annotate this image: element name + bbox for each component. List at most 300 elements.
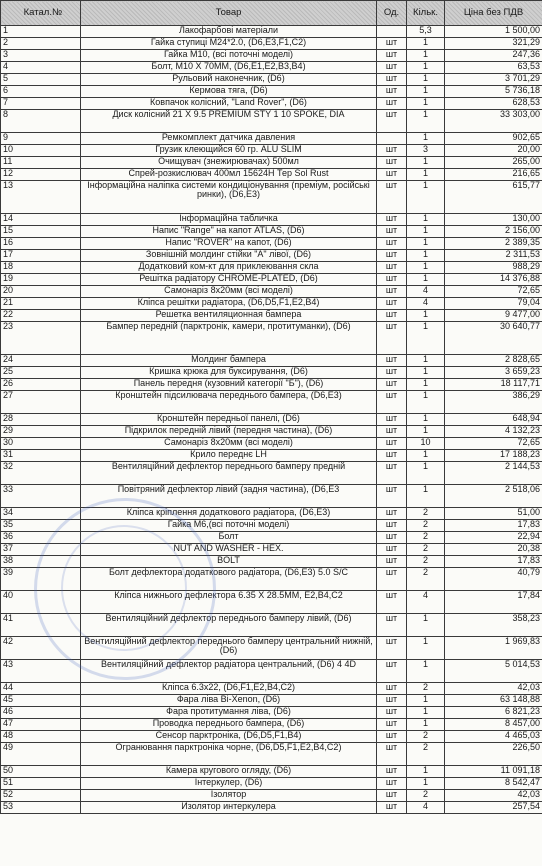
quantity-cell: 1 xyxy=(407,238,445,250)
product-name: Сенсор парктроніка, (D6,D5,F1,B4) xyxy=(81,731,377,743)
product-name: Самонаріз 8x20мм (всі моделі) xyxy=(81,286,377,298)
product-name: Кліпса нижнього дефлектора 6.35 X 28.5MM, E2,B4,C2 xyxy=(81,591,377,614)
quantity-cell: 4 xyxy=(407,286,445,298)
unit-cell: шт xyxy=(377,508,407,520)
product-name: Решітка радіатору CHROME-PLATED, (D6) xyxy=(81,274,377,286)
table-row xyxy=(1,298,542,310)
table-row xyxy=(1,157,542,169)
quantity-cell: 1 xyxy=(407,133,445,145)
quantity-cell: 1 xyxy=(407,614,445,637)
product-name: Болт дефлектора додаткового радіатора, (D6,E3) 5.0 S/C xyxy=(81,568,377,591)
product-name: Повітряний дефлектор лівий (задня частина), (D6,E3 xyxy=(81,485,377,508)
product-name: Самонаріз 8x20мм (всі моделі) xyxy=(81,438,377,450)
price-cell: 40,79 xyxy=(445,568,542,591)
row-number: 49 xyxy=(1,743,81,766)
row-number: 33 xyxy=(1,485,81,508)
header-catalog-label: Катал.№ xyxy=(23,7,63,19)
row-number: 6 xyxy=(1,86,81,98)
product-name: NUT AND WASHER - HEX. xyxy=(81,544,377,556)
price-cell: 321,29 xyxy=(445,38,542,50)
quantity-cell: 5,3 xyxy=(407,26,445,38)
product-name: Болт, M10 X 70MM, (D6,E1,E2,B3,B4) xyxy=(81,62,377,74)
table-row xyxy=(1,38,542,50)
table-row xyxy=(1,520,542,532)
quantity-cell: 2 xyxy=(407,683,445,695)
unit-cell: шт xyxy=(377,367,407,379)
unit-cell: шт xyxy=(377,591,407,614)
product-name: Молдинг бампера xyxy=(81,355,377,367)
row-number: 12 xyxy=(1,169,81,181)
price-cell: 628,53 xyxy=(445,98,542,110)
table-row xyxy=(1,322,542,355)
row-number: 45 xyxy=(1,695,81,707)
table-row xyxy=(1,214,542,226)
table-row xyxy=(1,660,542,683)
quantity-cell: 1 xyxy=(407,766,445,778)
row-number: 53 xyxy=(1,802,81,814)
price-cell: 72,65 xyxy=(445,438,542,450)
unit-cell: шт xyxy=(377,426,407,438)
row-number: 29 xyxy=(1,426,81,438)
product-name: Додатковий ком-кт для приклеювання скла xyxy=(81,262,377,274)
product-name: Інформаційна наліпка системи кондиціонування (преміум, російські ринки), (D6,E3) xyxy=(81,181,377,214)
unit-cell: шт xyxy=(377,355,407,367)
quantity-cell: 1 xyxy=(407,707,445,719)
table-row xyxy=(1,379,542,391)
table-row xyxy=(1,262,542,274)
row-number: 25 xyxy=(1,367,81,379)
unit-cell: шт xyxy=(377,790,407,802)
unit-cell: шт xyxy=(377,637,407,660)
quantity-cell: 1 xyxy=(407,157,445,169)
table-row xyxy=(1,181,542,214)
table-row xyxy=(1,544,542,556)
table-header-row xyxy=(1,1,542,26)
table-row xyxy=(1,426,542,438)
quantity-cell: 1 xyxy=(407,450,445,462)
product-name: Решетка вентиляционная бампера xyxy=(81,310,377,322)
price-cell: 51,00 xyxy=(445,508,542,520)
price-cell: 226,50 xyxy=(445,743,542,766)
unit-cell: шт xyxy=(377,214,407,226)
quantity-cell: 1 xyxy=(407,778,445,790)
quantity-cell: 1 xyxy=(407,637,445,660)
row-number: 21 xyxy=(1,298,81,310)
row-number: 40 xyxy=(1,591,81,614)
price-cell: 17,83 xyxy=(445,520,542,532)
table-row xyxy=(1,532,542,544)
row-number: 50 xyxy=(1,766,81,778)
unit-cell: шт xyxy=(377,226,407,238)
header-unit: Од. xyxy=(377,1,407,26)
price-cell: 2 518,06 xyxy=(445,485,542,508)
row-number: 2 xyxy=(1,38,81,50)
unit-cell: шт xyxy=(377,62,407,74)
unit-cell xyxy=(377,26,407,38)
quantity-cell: 2 xyxy=(407,544,445,556)
unit-cell: шт xyxy=(377,695,407,707)
quantity-cell: 1 xyxy=(407,74,445,86)
price-cell: 30 640,77 xyxy=(445,322,542,355)
quantity-cell: 1 xyxy=(407,367,445,379)
table-row xyxy=(1,50,542,62)
product-name: Лакофарбові матеріали xyxy=(81,26,377,38)
price-cell: 4 132,23 xyxy=(445,426,542,438)
product-name: Напис "ROVER" на капот, (D6) xyxy=(81,238,377,250)
table-row xyxy=(1,169,542,181)
row-number: 31 xyxy=(1,450,81,462)
row-number: 9 xyxy=(1,133,81,145)
unit-cell: шт xyxy=(377,556,407,568)
quantity-cell: 1 xyxy=(407,62,445,74)
unit-cell: шт xyxy=(377,766,407,778)
product-name: Болт xyxy=(81,532,377,544)
product-name: Ізолятор xyxy=(81,790,377,802)
row-number: 35 xyxy=(1,520,81,532)
product-name: Кліпса решітки радіатора, (D6,D5,F1,E2,B4) xyxy=(81,298,377,310)
product-name: BOLT xyxy=(81,556,377,568)
table-row xyxy=(1,790,542,802)
row-number: 1 xyxy=(1,26,81,38)
product-name: Кермова тяга, (D6) xyxy=(81,86,377,98)
unit-cell: шт xyxy=(377,274,407,286)
quantity-cell: 1 xyxy=(407,86,445,98)
quantity-cell: 1 xyxy=(407,462,445,485)
product-name: Панель передня (кузовний категорії "Б"), (D6) xyxy=(81,379,377,391)
price-cell: 17,84 xyxy=(445,591,542,614)
product-name: Фара протитумання ліва, (D6) xyxy=(81,707,377,719)
price-cell: 902,65 xyxy=(445,133,542,145)
price-cell: 2 828,65 xyxy=(445,355,542,367)
quantity-cell: 2 xyxy=(407,731,445,743)
unit-cell: шт xyxy=(377,298,407,310)
quantity-cell: 3 xyxy=(407,145,445,157)
price-cell: 33 303,00 xyxy=(445,110,542,133)
quantity-cell: 1 xyxy=(407,169,445,181)
unit-cell: шт xyxy=(377,438,407,450)
product-name: Изолятор интеркулера xyxy=(81,802,377,814)
row-number: 42 xyxy=(1,637,81,660)
unit-cell: шт xyxy=(377,181,407,214)
row-number: 16 xyxy=(1,238,81,250)
price-cell: 5 014,53 xyxy=(445,660,542,683)
product-name: Крило переднє LH xyxy=(81,450,377,462)
row-number: 22 xyxy=(1,310,81,322)
unit-cell: шт xyxy=(377,544,407,556)
product-name: Напис "Range" на капот ATLAS, (D6) xyxy=(81,226,377,238)
price-cell: 1 500,00 xyxy=(445,26,542,38)
table-row xyxy=(1,391,542,414)
product-name: Бампер передній (парктронік, камери, протитуманки), (D6) xyxy=(81,322,377,355)
unit-cell: шт xyxy=(377,157,407,169)
row-number: 39 xyxy=(1,568,81,591)
table-row xyxy=(1,274,542,286)
unit-cell: шт xyxy=(377,74,407,86)
price-cell: 2 156,00 xyxy=(445,226,542,238)
product-name: Кронштейн передньої панелі, (D6) xyxy=(81,414,377,426)
unit-cell: шт xyxy=(377,802,407,814)
table-row xyxy=(1,591,542,614)
row-number: 19 xyxy=(1,274,81,286)
table-row xyxy=(1,26,542,38)
price-cell: 2 389,35 xyxy=(445,238,542,250)
row-number: 26 xyxy=(1,379,81,391)
price-cell: 18 117,71 xyxy=(445,379,542,391)
table-row xyxy=(1,485,542,508)
price-cell: 14 376,88 xyxy=(445,274,542,286)
row-number: 38 xyxy=(1,556,81,568)
price-cell: 216,65 xyxy=(445,169,542,181)
quantity-cell: 1 xyxy=(407,322,445,355)
row-number: 47 xyxy=(1,719,81,731)
product-name: Гайка ступиці M24*2.0, (D6,E3,F1,C2) xyxy=(81,38,377,50)
product-name: Кліпса кріплення додаткового радіатора, (D6,E3) xyxy=(81,508,377,520)
unit-cell: шт xyxy=(377,322,407,355)
unit-cell: шт xyxy=(377,485,407,508)
price-cell: 20,38 xyxy=(445,544,542,556)
table-row xyxy=(1,508,542,520)
unit-cell: шт xyxy=(377,262,407,274)
product-name: Проводка переднього бампера, (D6) xyxy=(81,719,377,731)
table-row xyxy=(1,62,542,74)
table-row xyxy=(1,450,542,462)
quantity-cell: 2 xyxy=(407,568,445,591)
unit-cell: шт xyxy=(377,38,407,50)
price-cell: 2 311,53 xyxy=(445,250,542,262)
unit-cell: шт xyxy=(377,391,407,414)
unit-cell: шт xyxy=(377,145,407,157)
table-row xyxy=(1,462,542,485)
unit-cell: шт xyxy=(377,462,407,485)
unit-cell: шт xyxy=(377,719,407,731)
product-name: Зовнішній молдинг стійки "A" лівої, (D6) xyxy=(81,250,377,262)
row-number: 52 xyxy=(1,790,81,802)
product-name: Вентиляційний дефлектор переднього бамперу предній xyxy=(81,462,377,485)
row-number: 51 xyxy=(1,778,81,790)
row-number: 3 xyxy=(1,50,81,62)
row-number: 4 xyxy=(1,62,81,74)
quantity-cell: 1 xyxy=(407,38,445,50)
row-number: 44 xyxy=(1,683,81,695)
table-row xyxy=(1,226,542,238)
unit-cell: шт xyxy=(377,568,407,591)
quantity-cell: 1 xyxy=(407,181,445,214)
quantity-cell: 1 xyxy=(407,262,445,274)
table-row xyxy=(1,145,542,157)
quantity-cell: 1 xyxy=(407,310,445,322)
product-name: Кришка крюка для буксирування, (D6) xyxy=(81,367,377,379)
price-cell: 5 736,18 xyxy=(445,86,542,98)
product-name: Фара ліва Bi-Xenon, (D6) xyxy=(81,695,377,707)
table-row xyxy=(1,310,542,322)
row-number: 46 xyxy=(1,707,81,719)
price-cell: 265,00 xyxy=(445,157,542,169)
price-cell: 3 659,23 xyxy=(445,367,542,379)
product-name: Вентиляційний дефлектор радіатора центральний, (D6) 4 4D xyxy=(81,660,377,683)
price-cell: 3 701,29 xyxy=(445,74,542,86)
quantity-cell: 1 xyxy=(407,695,445,707)
quantity-cell: 4 xyxy=(407,591,445,614)
row-number: 36 xyxy=(1,532,81,544)
quantity-cell: 1 xyxy=(407,355,445,367)
table-row xyxy=(1,707,542,719)
quantity-cell: 1 xyxy=(407,485,445,508)
price-cell: 42,03 xyxy=(445,790,542,802)
price-cell: 648,94 xyxy=(445,414,542,426)
price-cell: 257,54 xyxy=(445,802,542,814)
price-cell: 4 465,03 xyxy=(445,731,542,743)
price-cell: 63 148,88 xyxy=(445,695,542,707)
quantity-cell: 1 xyxy=(407,414,445,426)
header-product: Товар xyxy=(81,1,377,26)
product-name: Очищувач (знежирювачах) 500мл xyxy=(81,157,377,169)
table-row xyxy=(1,286,542,298)
price-cell: 6 821,23 xyxy=(445,707,542,719)
product-name: Спрей-розкислювач 400мл 15624H Тер Sol Rust xyxy=(81,169,377,181)
quantity-cell: 1 xyxy=(407,274,445,286)
price-cell: 247,36 xyxy=(445,50,542,62)
price-cell: 9 477,00 xyxy=(445,310,542,322)
product-name: Рульовий наконечник, (D6) xyxy=(81,74,377,86)
unit-cell: шт xyxy=(377,450,407,462)
unit-cell: шт xyxy=(377,532,407,544)
row-number: 30 xyxy=(1,438,81,450)
quantity-cell: 1 xyxy=(407,110,445,133)
table-row xyxy=(1,731,542,743)
product-name: Гайка M10, (всі поточні моделі) xyxy=(81,50,377,62)
table-row xyxy=(1,614,542,637)
price-cell: 615,77 xyxy=(445,181,542,214)
row-number: 14 xyxy=(1,214,81,226)
product-name: Грузик клеющийся 60 гр. ALU SLIM xyxy=(81,145,377,157)
unit-cell: шт xyxy=(377,379,407,391)
row-number: 41 xyxy=(1,614,81,637)
unit-cell: шт xyxy=(377,286,407,298)
unit-cell: шт xyxy=(377,50,407,62)
row-number: 13 xyxy=(1,181,81,214)
unit-cell: шт xyxy=(377,310,407,322)
price-cell: 11 091,18 xyxy=(445,766,542,778)
unit-cell: шт xyxy=(377,683,407,695)
unit-cell: шт xyxy=(377,110,407,133)
table-row xyxy=(1,367,542,379)
table-row xyxy=(1,683,542,695)
price-cell: 386,29 xyxy=(445,391,542,414)
header-price: Ціна без ПДВ xyxy=(445,1,542,26)
row-number: 37 xyxy=(1,544,81,556)
table-row xyxy=(1,802,542,814)
table-row xyxy=(1,695,542,707)
price-cell: 8 457,00 xyxy=(445,719,542,731)
row-number: 18 xyxy=(1,262,81,274)
row-number: 28 xyxy=(1,414,81,426)
unit-cell: шт xyxy=(377,731,407,743)
row-number: 24 xyxy=(1,355,81,367)
quantity-cell: 1 xyxy=(407,379,445,391)
unit-cell: шт xyxy=(377,238,407,250)
quantity-cell: 2 xyxy=(407,532,445,544)
row-number: 15 xyxy=(1,226,81,238)
price-cell: 63,53 xyxy=(445,62,542,74)
price-cell: 72,65 xyxy=(445,286,542,298)
row-number: 20 xyxy=(1,286,81,298)
table-row xyxy=(1,778,542,790)
table-row xyxy=(1,110,542,133)
table-row xyxy=(1,355,542,367)
unit-cell: шт xyxy=(377,660,407,683)
unit-cell xyxy=(377,133,407,145)
table-row xyxy=(1,637,542,660)
quantity-cell: 1 xyxy=(407,98,445,110)
row-number: 32 xyxy=(1,462,81,485)
table-body xyxy=(1,26,542,814)
unit-cell: шт xyxy=(377,169,407,181)
product-name: Огранювання парктроніка чорне, (D6,D5,F1,E2,B4,C2) xyxy=(81,743,377,766)
quantity-cell: 1 xyxy=(407,250,445,262)
quantity-cell: 1 xyxy=(407,50,445,62)
price-cell: 358,23 xyxy=(445,614,542,637)
product-name: Ковпачок колісний, "Land Rover", (D6) xyxy=(81,98,377,110)
quantity-cell: 2 xyxy=(407,743,445,766)
price-cell: 130,00 xyxy=(445,214,542,226)
price-cell: 17 188,23 xyxy=(445,450,542,462)
product-name: Диск колісний 21 X 9.5 PREMIUM STY 1 10 SPOKE, DIA xyxy=(81,110,377,133)
row-number: 10 xyxy=(1,145,81,157)
header-quantity: Кільк. xyxy=(407,1,445,26)
quantity-cell: 4 xyxy=(407,802,445,814)
unit-cell: шт xyxy=(377,778,407,790)
product-name: Вентиляційний дефлектор переднього бамперу лівий, (D6) xyxy=(81,614,377,637)
unit-cell: шт xyxy=(377,614,407,637)
price-cell: 79,04 xyxy=(445,298,542,310)
price-cell: 988,29 xyxy=(445,262,542,274)
price-cell: 2 144,53 xyxy=(445,462,542,485)
product-name: Інтеркулер, (D6) xyxy=(81,778,377,790)
quantity-cell: 10 xyxy=(407,438,445,450)
quantity-cell: 1 xyxy=(407,391,445,414)
table-row xyxy=(1,74,542,86)
row-number: 34 xyxy=(1,508,81,520)
row-number: 17 xyxy=(1,250,81,262)
price-cell: 17,83 xyxy=(445,556,542,568)
price-cell: 1 969,83 xyxy=(445,637,542,660)
price-cell: 22,94 xyxy=(445,532,542,544)
table-row xyxy=(1,250,542,262)
product-name: Ремкомплект датчика давления xyxy=(81,133,377,145)
product-name: Підкрилок передній лівий (передня частина), (D6) xyxy=(81,426,377,438)
product-name: Гайка M6,(всі поточні моделі) xyxy=(81,520,377,532)
quantity-cell: 2 xyxy=(407,790,445,802)
table-row xyxy=(1,556,542,568)
row-number: 27 xyxy=(1,391,81,414)
price-cell: 8 542,47 xyxy=(445,778,542,790)
quantity-cell: 1 xyxy=(407,660,445,683)
product-name: Кліпса 6.3x22, (D6,F1,E2,B4,C2) xyxy=(81,683,377,695)
unit-cell: шт xyxy=(377,98,407,110)
table-row xyxy=(1,238,542,250)
product-name: Камера кругового огляду, (D6) xyxy=(81,766,377,778)
price-cell: 20,00 xyxy=(445,145,542,157)
row-number: 43 xyxy=(1,660,81,683)
table-row xyxy=(1,743,542,766)
product-name: Вентиляційний дефлектор переднього бамперу центральний нижній, (D6) xyxy=(81,637,377,660)
unit-cell: шт xyxy=(377,520,407,532)
quantity-cell: 4 xyxy=(407,298,445,310)
row-number: 48 xyxy=(1,731,81,743)
quantity-cell: 1 xyxy=(407,214,445,226)
quantity-cell: 1 xyxy=(407,719,445,731)
table-row xyxy=(1,414,542,426)
